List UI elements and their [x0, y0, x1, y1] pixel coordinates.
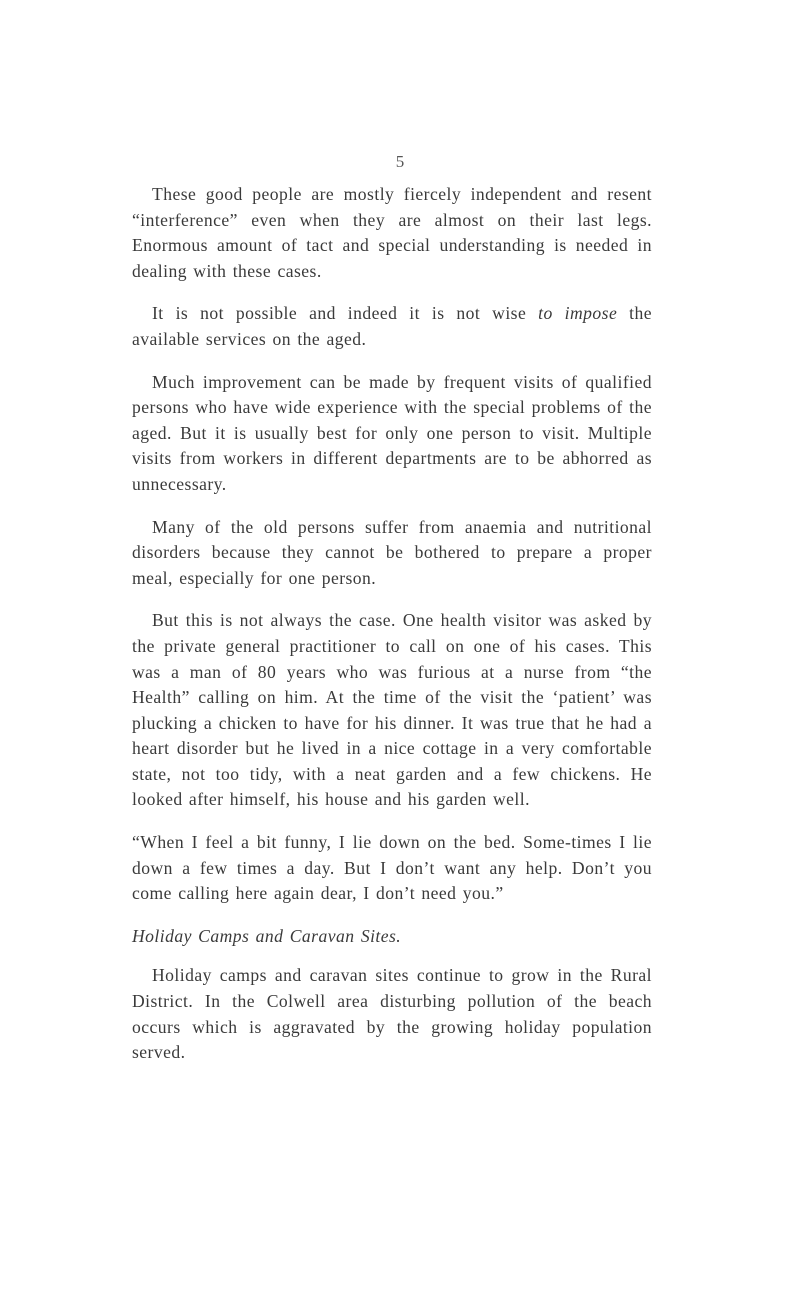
paragraph-text: It is not possible and indeed it is not wise: [152, 303, 539, 324]
paragraph-impose-services: [132, 301, 652, 352]
body-text: [132, 182, 652, 1083]
paragraph-independent-aged: These good people are mostly fiercely independent and resent “interference” even when they are almost on their last legs. Enormous amount of tact and special understanding is needed in dealing with these cases.: [132, 184, 652, 281]
paragraph-health-visitor: But this is not always the case. One health visitor was asked by the private general practitioner to call on one of his cases. This was a man of 80 years who was furious at a nurse from “the Health” calling on him. At the time of the visit the ‘patient’ was plucking a chicken to have for his dinner. It was true that he had a heart disorder but he lived in a nice cottage in a very comfortable state, not too tidy, with a neat garden and a few chickens. He looked after himself, his house and his garden well.: [132, 610, 652, 810]
paragraph-holiday-camps: Holiday camps and caravan sites continue to grow in the Rural District. In the Colwell area disturbing pollution of the beach occurs which is aggravated by the growing holiday population served.: [132, 965, 652, 1063]
section-heading: Holiday Camps and Caravan Sites.: [132, 925, 402, 946]
paragraph-frequent-visits: Much improvement can be made by frequent visits of qualified persons who have wide experience with the special problems of the aged. But it is usually best for only one person to visit. Multiple visits from workers in different departments are to be abhorred as unnecessary.: [132, 371, 652, 494]
paragraph-quote: “When I feel a bit funny, I lie down on the bed. Some-times I lie down a few times a day. But I don’t want any help. Don’t you come calling here again dear, I don’t need you.”: [132, 832, 652, 904]
paragraph-text: the available services on the aged.: [132, 303, 652, 349]
italic-phrase: to impose: [538, 303, 618, 324]
paragraph-anaemia: Many of the old persons suffer from anaemia and nutritional disorders because they cannot be bothered to prepare a proper meal, especially for one person.: [132, 516, 652, 588]
page-number: 5: [395, 152, 405, 171]
